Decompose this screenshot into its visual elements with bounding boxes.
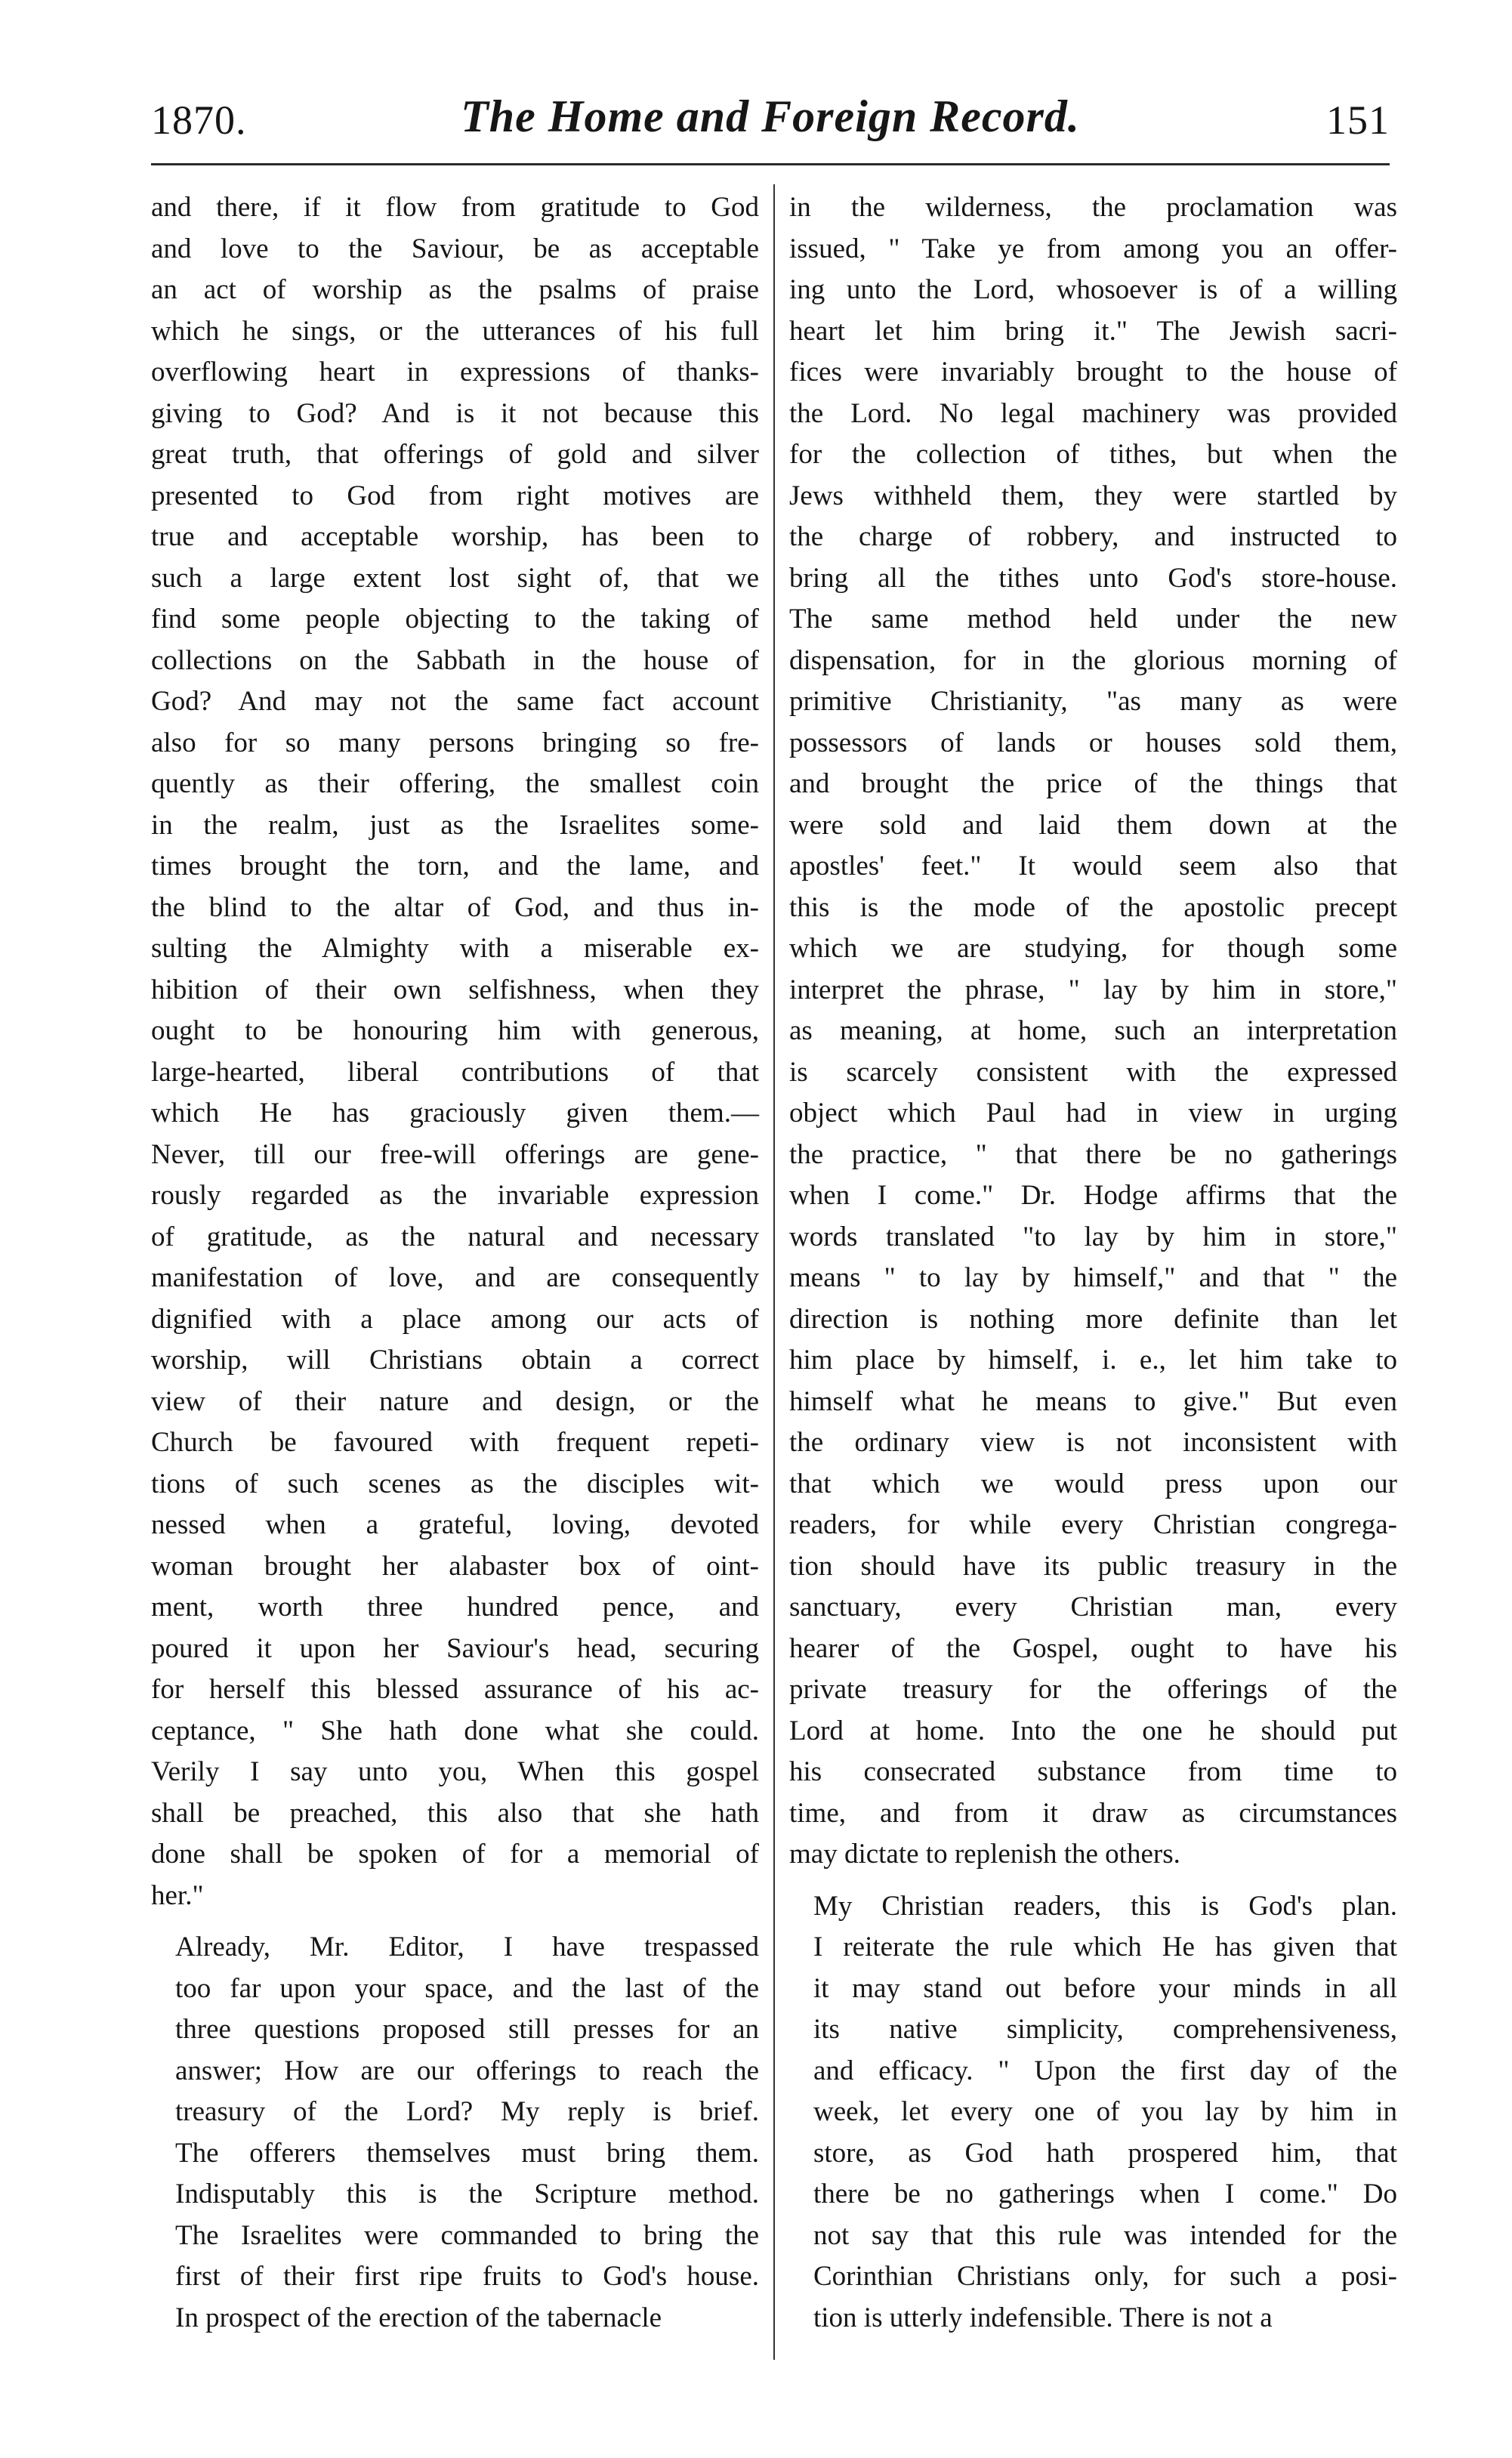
text-line: Indisputably this is the Scripture method.: [175, 2179, 759, 2209]
text-line: treasury of the Lord? My reply is brief.: [175, 2096, 759, 2127]
text-line: were sold and laid them down at the: [789, 809, 1397, 841]
text-line: God? And may not the same fact account: [151, 686, 759, 717]
text-line: his consecrated substance from time to: [789, 1756, 1397, 1787]
text-line: true and acceptable worship, has been to: [151, 521, 759, 552]
text-line: him place by himself, i. e., let him take to: [789, 1345, 1397, 1376]
text-line: rously regarded as the invariable expression: [151, 1180, 759, 1211]
text-line: the blind to the altar of God, and thus in-: [151, 891, 759, 923]
text-line: In prospect of the erection of the tabernacle: [175, 2302, 662, 2333]
text-line: overflowing heart in expressions of thanks-: [151, 357, 759, 388]
text-line: Corinthian Christians only, for such a posi-: [813, 2261, 1397, 2292]
text-line: and brought the price of the things that: [789, 768, 1397, 799]
text-line: the practice, " that there be no gatherings: [789, 1138, 1397, 1170]
text-line: sanctuary, every Christian man, every: [789, 1592, 1397, 1623]
text-line: collections on the Sabbath in the house of: [151, 644, 759, 676]
text-line: the Lord. No legal machinery was provided: [789, 397, 1397, 429]
text-line: find some people objecting to the taking of: [151, 604, 759, 635]
text-line: means " to lay by himself," and that " the: [789, 1262, 1397, 1293]
text-line: Church be favoured with frequent repeti-: [151, 1427, 759, 1458]
paragraph: [151, 1927, 759, 2339]
text-line: presented to God from right motives are: [151, 480, 759, 511]
text-line: too far upon your space, and the last of the: [175, 1972, 759, 2004]
text-line: fices were invariably brought to the house of: [789, 357, 1397, 388]
text-line: issued, " Take ye from among you an offer-: [789, 233, 1397, 264]
text-line: which He has graciously given them.—: [151, 1098, 759, 1129]
text-line: and efficacy. " Upon the first day of the: [813, 2055, 1397, 2086]
text-line: when I come." Dr. Hodge affirms that the: [789, 1180, 1397, 1211]
paragraph: [789, 187, 1397, 1876]
text-line: which he sings, or the utterances of his full: [151, 315, 759, 347]
text-line: of gratitude, as the natural and necessary: [151, 1221, 759, 1252]
text-line: object which Paul had in view in urging: [789, 1098, 1397, 1129]
text-line: Jews withheld them, they were startled by: [789, 480, 1397, 511]
text-line: direction is nothing more definite than let: [789, 1303, 1397, 1335]
text-line: My Christian readers, this is God's plan.: [813, 1890, 1397, 1922]
text-line: and there, if it flow from gratitude to God: [151, 192, 759, 223]
text-line: I reiterate the rule which He has given that: [813, 1932, 1397, 1962]
text-line: is scarcely consistent with the expressed: [789, 1056, 1397, 1088]
text-line: heart let him bring it." The Jewish sacri-: [789, 315, 1397, 347]
text-line: also for so many persons bringing so fre-: [151, 727, 759, 758]
text-line: giving to God? And is it not because this: [151, 397, 759, 429]
text-line: quently as their offering, the smallest coin: [151, 768, 759, 799]
text-line: The Israelites were commanded to bring the: [175, 2219, 759, 2251]
text-line: time, and from it draw as circumstances: [789, 1797, 1397, 1829]
text-line: in the wilderness, the proclamation was: [789, 192, 1397, 223]
text-line: hearer of the Gospel, ought to have his: [789, 1632, 1397, 1664]
text-line: nessed when a grateful, loving, devoted: [151, 1509, 759, 1540]
text-line: that which we would press upon our: [789, 1468, 1397, 1499]
text-line: as meaning, at home, such an interpretation: [789, 1015, 1397, 1046]
text-line: The offerers themselves must bring them.: [175, 2137, 759, 2169]
header-rule: [151, 163, 1390, 165]
text-line: its native simplicity, comprehensiveness,: [813, 2014, 1397, 2045]
text-line: dignified with a place among our acts of: [151, 1303, 759, 1335]
text-line: her.": [151, 1879, 204, 1911]
text-line: this is the mode of the apostolic precept: [789, 891, 1397, 923]
text-line: himself what he means to give." But even: [789, 1385, 1397, 1417]
text-line: primitive Christianity, "as many as were: [789, 686, 1397, 717]
text-line: tions of such scenes as the disciples wit-: [151, 1468, 759, 1499]
text-line: store, as God hath prospered him, that: [813, 2137, 1397, 2169]
right-column: [789, 187, 1397, 2339]
text-line: Verily I say unto you, When this gospel: [151, 1756, 759, 1787]
text-line: Already, Mr. Editor, I have trespassed: [175, 1932, 759, 1962]
text-line: the ordinary view is not inconsistent with: [789, 1427, 1397, 1458]
text-line: great truth, that offerings of gold and silver: [151, 439, 759, 470]
left-column: [151, 187, 759, 2339]
paragraph: [151, 187, 759, 1916]
page-number: 151: [1326, 97, 1390, 143]
text-line: ceptance, " She hath done what she could.: [151, 1715, 759, 1746]
text-line: dispensation, for in the glorious morning of: [789, 644, 1397, 676]
paragraph: [789, 1886, 1397, 2339]
text-line: manifestation of love, and are consequently: [151, 1262, 759, 1293]
text-line: in the realm, just as the Israelites some-: [151, 809, 759, 841]
text-line: readers, for while every Christian congrega-: [789, 1509, 1397, 1540]
text-line: view of their nature and design, or the: [151, 1385, 759, 1417]
text-line: Never, till our free-will offerings are gene-: [151, 1138, 759, 1170]
column-divider: [773, 184, 775, 2360]
text-line: tion should have its public treasury in the: [789, 1550, 1397, 1582]
text-line: woman brought her alabaster box of oint-: [151, 1550, 759, 1582]
text-line: not say that this rule was intended for the: [813, 2219, 1397, 2251]
text-line: and love to the Saviour, be as acceptable: [151, 233, 759, 264]
text-line: hibition of their own selfishness, when they: [151, 974, 759, 1005]
text-line: first of their first ripe fruits to God's house.: [175, 2261, 759, 2292]
text-line: ing unto the Lord, whosoever is of a willing: [789, 274, 1397, 305]
text-line: the charge of robbery, and instructed to: [789, 521, 1397, 552]
journal-title: The Home and Foreign Record.: [461, 91, 1080, 141]
text-line: which we are studying, for though some: [789, 933, 1397, 964]
text-line: apostles' feet." It would seem also that: [789, 851, 1397, 882]
text-line: Lord at home. Into the one he should put: [789, 1715, 1397, 1746]
text-line: sulting the Almighty with a miserable ex-: [151, 933, 759, 964]
text-line: there be no gatherings when I come." Do: [813, 2179, 1397, 2209]
text-line: ought to be honouring him with generous,: [151, 1015, 759, 1046]
text-line: it may stand out before your minds in all: [813, 1972, 1397, 2004]
text-line: for the collection of tithes, but when the: [789, 439, 1397, 470]
text-line: done shall be spoken of for a memorial of: [151, 1839, 759, 1870]
text-line: three questions proposed still presses for an: [175, 2014, 759, 2045]
text-line: private treasury for the offerings of the: [789, 1674, 1397, 1705]
running-header: [151, 91, 1390, 159]
text-line: large-hearted, liberal contributions of that: [151, 1056, 759, 1088]
text-line: poured it upon her Saviour's head, securing: [151, 1632, 759, 1664]
text-line: for herself this blessed assurance of his ac-: [151, 1674, 759, 1705]
header-year: 1870.: [151, 97, 247, 143]
text-line: an act of worship as the psalms of praise: [151, 274, 759, 305]
text-line: times brought the torn, and the lame, and: [151, 851, 759, 882]
text-line: tion is utterly indefensible. There is not a: [813, 2302, 1273, 2333]
text-line: week, let every one of you lay by him in: [813, 2096, 1397, 2127]
text-line: bring all the tithes unto God's store-house.: [789, 562, 1397, 594]
text-line: words translated "to lay by him in store,": [789, 1221, 1397, 1252]
text-line: interpret the phrase, " lay by him in store,": [789, 974, 1397, 1005]
text-line: such a large extent lost sight of, that we: [151, 562, 759, 594]
text-line: may dictate to replenish the others.: [789, 1839, 1180, 1870]
text-line: ment, worth three hundred pence, and: [151, 1592, 759, 1623]
text-line: shall be preached, this also that she hath: [151, 1797, 759, 1829]
text-line: possessors of lands or houses sold them,: [789, 727, 1397, 758]
text-line: The same method held under the new: [789, 604, 1397, 635]
text-line: worship, will Christians obtain a correct: [151, 1345, 759, 1376]
text-line: answer; How are our offerings to reach the: [175, 2055, 759, 2086]
